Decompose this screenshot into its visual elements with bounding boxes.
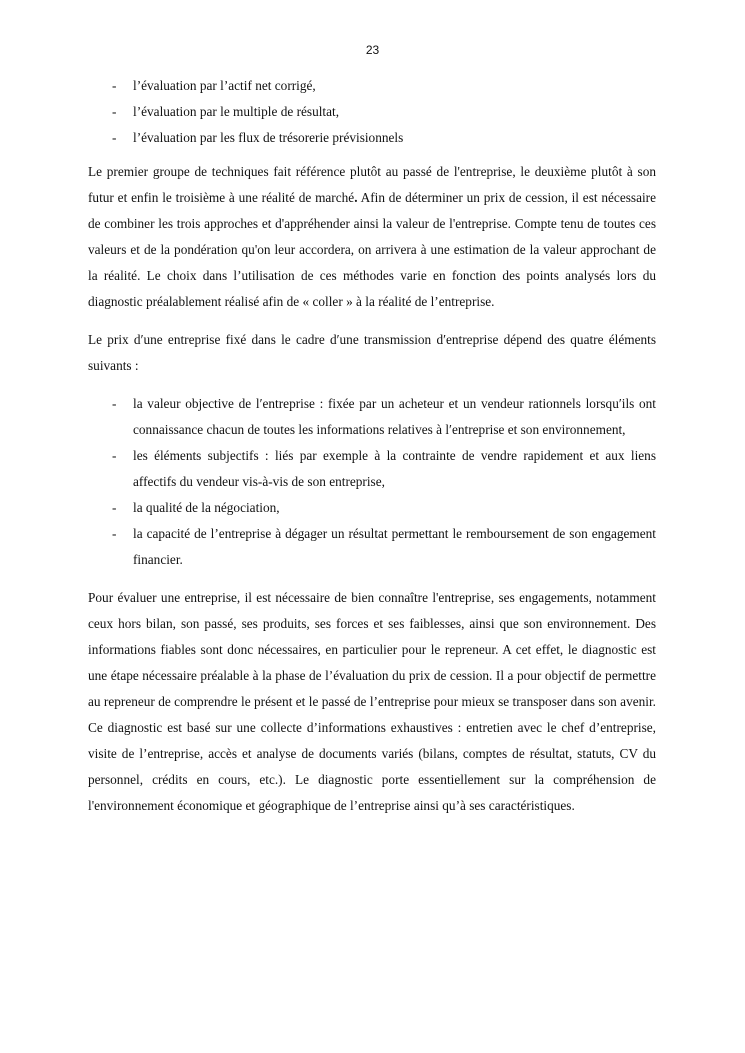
list-item: - la capacité de l’entreprise à dégager un résultat permettant le remboursement de son engagement financier. — [88, 521, 656, 573]
paragraph-text: Afin de déterminer un prix de cession, il est nécessaire de combiner les trois approches et d'appréhender ainsi la valeur de l'entreprise. Compte tenu de toutes ces valeurs et de la pondération qu'on leur accordera, on arrivera à une estimation de la valeur approchant de la réalité. Le choix dans l’utilisation de ces méthodes varie en fonction des points analysés lors du diagnostic préalablement réalisé afin de « coller » à la réalité de l’entreprise. — [88, 190, 657, 309]
paragraph-price-elements-intro: Le prix d′une entreprise fixé dans le cadre d′une transmission d′entreprise dépend des quatre éléments suivants : — [88, 332, 656, 373]
list-item: - l’évaluation par l’actif net corrigé, — [88, 73, 656, 99]
list-item: - l’évaluation par les flux de trésorerie prévisionnels — [88, 125, 656, 151]
page-number: 23 — [365, 43, 380, 57]
paragraph-techniques — [88, 159, 656, 315]
list-item: - la valeur objective de l′entreprise : fixée par un acheteur et un vendeur rationnels lorsqu′ils ont connaissance chacun de toutes les informations relatives à l′entreprise et son environnement, — [88, 391, 656, 443]
document-body — [88, 73, 656, 819]
price-elements-list — [88, 391, 656, 573]
list-item: - l’évaluation par le multiple de résultat, — [88, 99, 656, 125]
bold-period: . — [354, 190, 358, 205]
paragraph-diagnostic: Pour évaluer une entreprise, il est nécessaire de bien connaître l'entreprise, ses engagements, notamment ceux hors bilan, son passé, ses produits, ses forces et ses faiblesses, ainsi que son environnement. Des informations fiables sont donc nécessaires, en particulier pour le repreneur. A cet effet, le diagnostic est une étape nécessaire préalable à la phase de l’évaluation du prix de cession. Il a pour objectif de permettre au repreneur de comprendre le présent et le passé de l’entreprise pour mieux se transposer dans son avenir. Ce diagnostic est basé sur une collecte d’informations exhaustives : entretien avec le chef d’entreprise, visite de l’entreprise, accès et analyse de documents variés (bilans, comptes de résultat, statuts, CV du personnel, crédits en cours, etc.). Le diagnostic porte essentiellement sur la compréhension de l'environnement économique et géographique de l’entreprise ainsi qu’à ses caractéristiques. — [88, 590, 656, 813]
paragraph-text: Le premier groupe de techniques fait référence plutôt au passé de l'entreprise, le deuxième plutôt à son futur et enfin le troisième à une réalité de marché — [88, 164, 656, 205]
list-item: - la qualité de la négociation, — [88, 495, 656, 521]
list-item: - les éléments subjectifs : liés par exemple à la contrainte de vendre rapidement et aux liens affectifs du vendeur vis-à-vis de son entreprise, — [88, 443, 656, 495]
evaluation-methods-list — [88, 73, 656, 151]
